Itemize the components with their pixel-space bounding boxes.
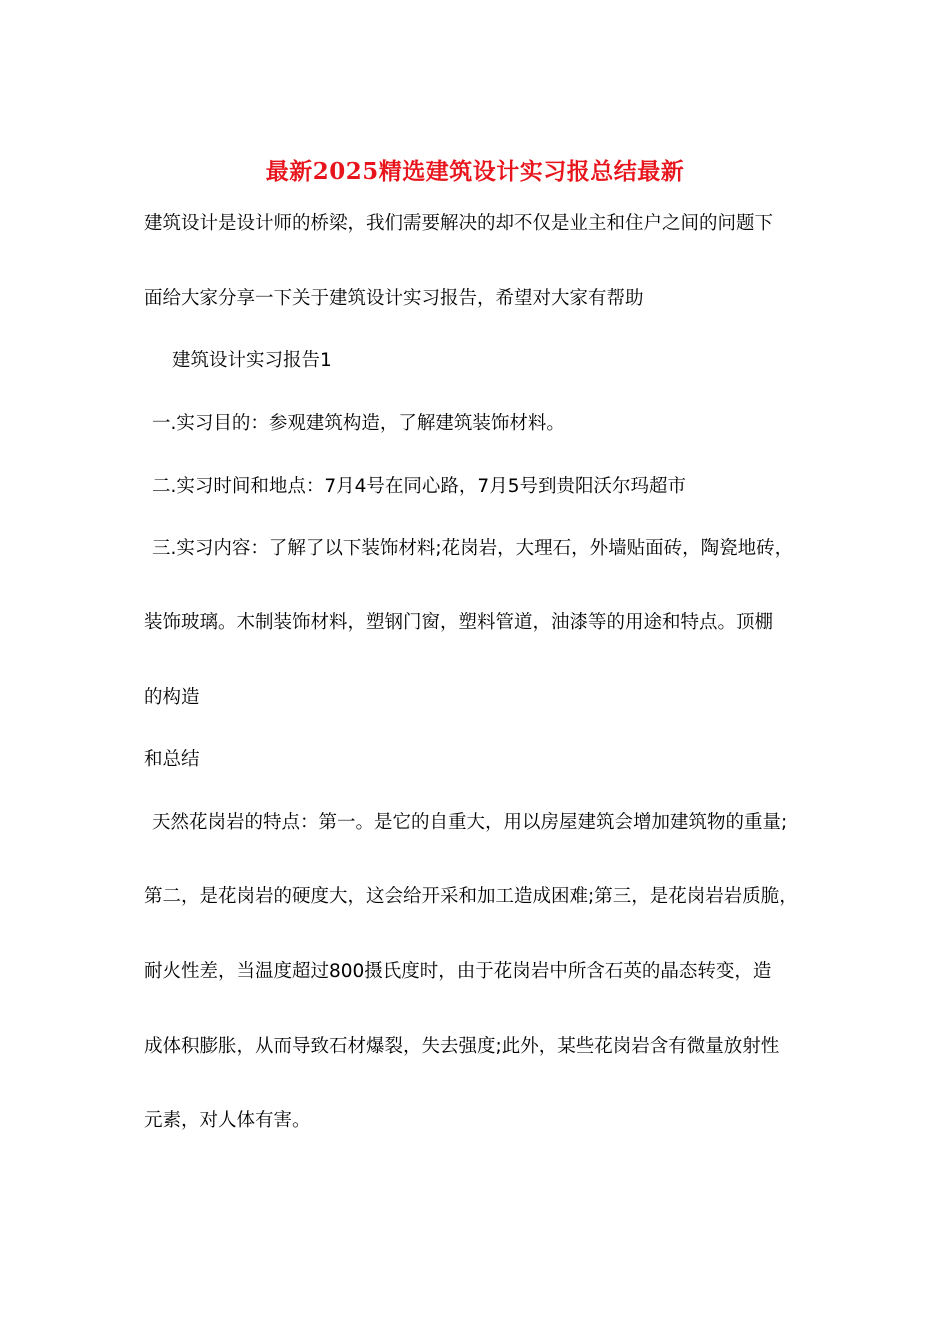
section-content-line-1: 三.实习内容：了解了以下装饰材料;花岗岩，大理石，外墙贴面砖，陶瓷地砖，: [152, 538, 794, 559]
paragraph-line-2: 面给大家分享一下关于建筑设计实习报告，希望对大家有帮助: [144, 288, 644, 309]
granite-line-2: 第二，是花岗岩的硬度大，这会给开采和加工造成困难;第三，是花岗岩岩质脆，: [144, 886, 798, 907]
granite-line-5: 元素，对人体有害。: [144, 1110, 311, 1131]
section-time-place: 二.实习时间和地点：7月4号在同心路，7月5号到贵阳沃尔玛超市: [152, 476, 686, 497]
section-summary: 和总结: [144, 749, 200, 770]
granite-line-4: 成体积膨胀，从而导致石材爆裂，失去强度;此外，某些花岗岩含有微量放射性: [144, 1036, 780, 1057]
section-purpose: 一.实习目的：参观建筑构造，了解建筑装饰材料。: [152, 413, 565, 434]
section-content-line-2: 装饰玻璃。木制装饰材料，塑钢门窗，塑料管道，油漆等的用途和特点。顶棚: [144, 612, 774, 633]
paragraph-line-1: 建筑设计是设计师的桥梁，我们需要解决的却不仅是业主和住户之间的问题下: [144, 213, 774, 234]
report-heading: 建筑设计实习报告1: [172, 350, 332, 371]
document-title: 最新2025精选建筑设计实习报总结最新: [265, 158, 685, 185]
section-content-line-3: 的构造: [144, 687, 200, 708]
granite-line-1: 天然花岗岩的特点：第一。是它的自重大，用以房屋建筑会增加建筑物的重量;: [152, 812, 788, 833]
granite-line-3: 耐火性差，当温度超过800摄氏度时，由于花岗岩中所含石英的晶态转变，造: [144, 961, 772, 982]
